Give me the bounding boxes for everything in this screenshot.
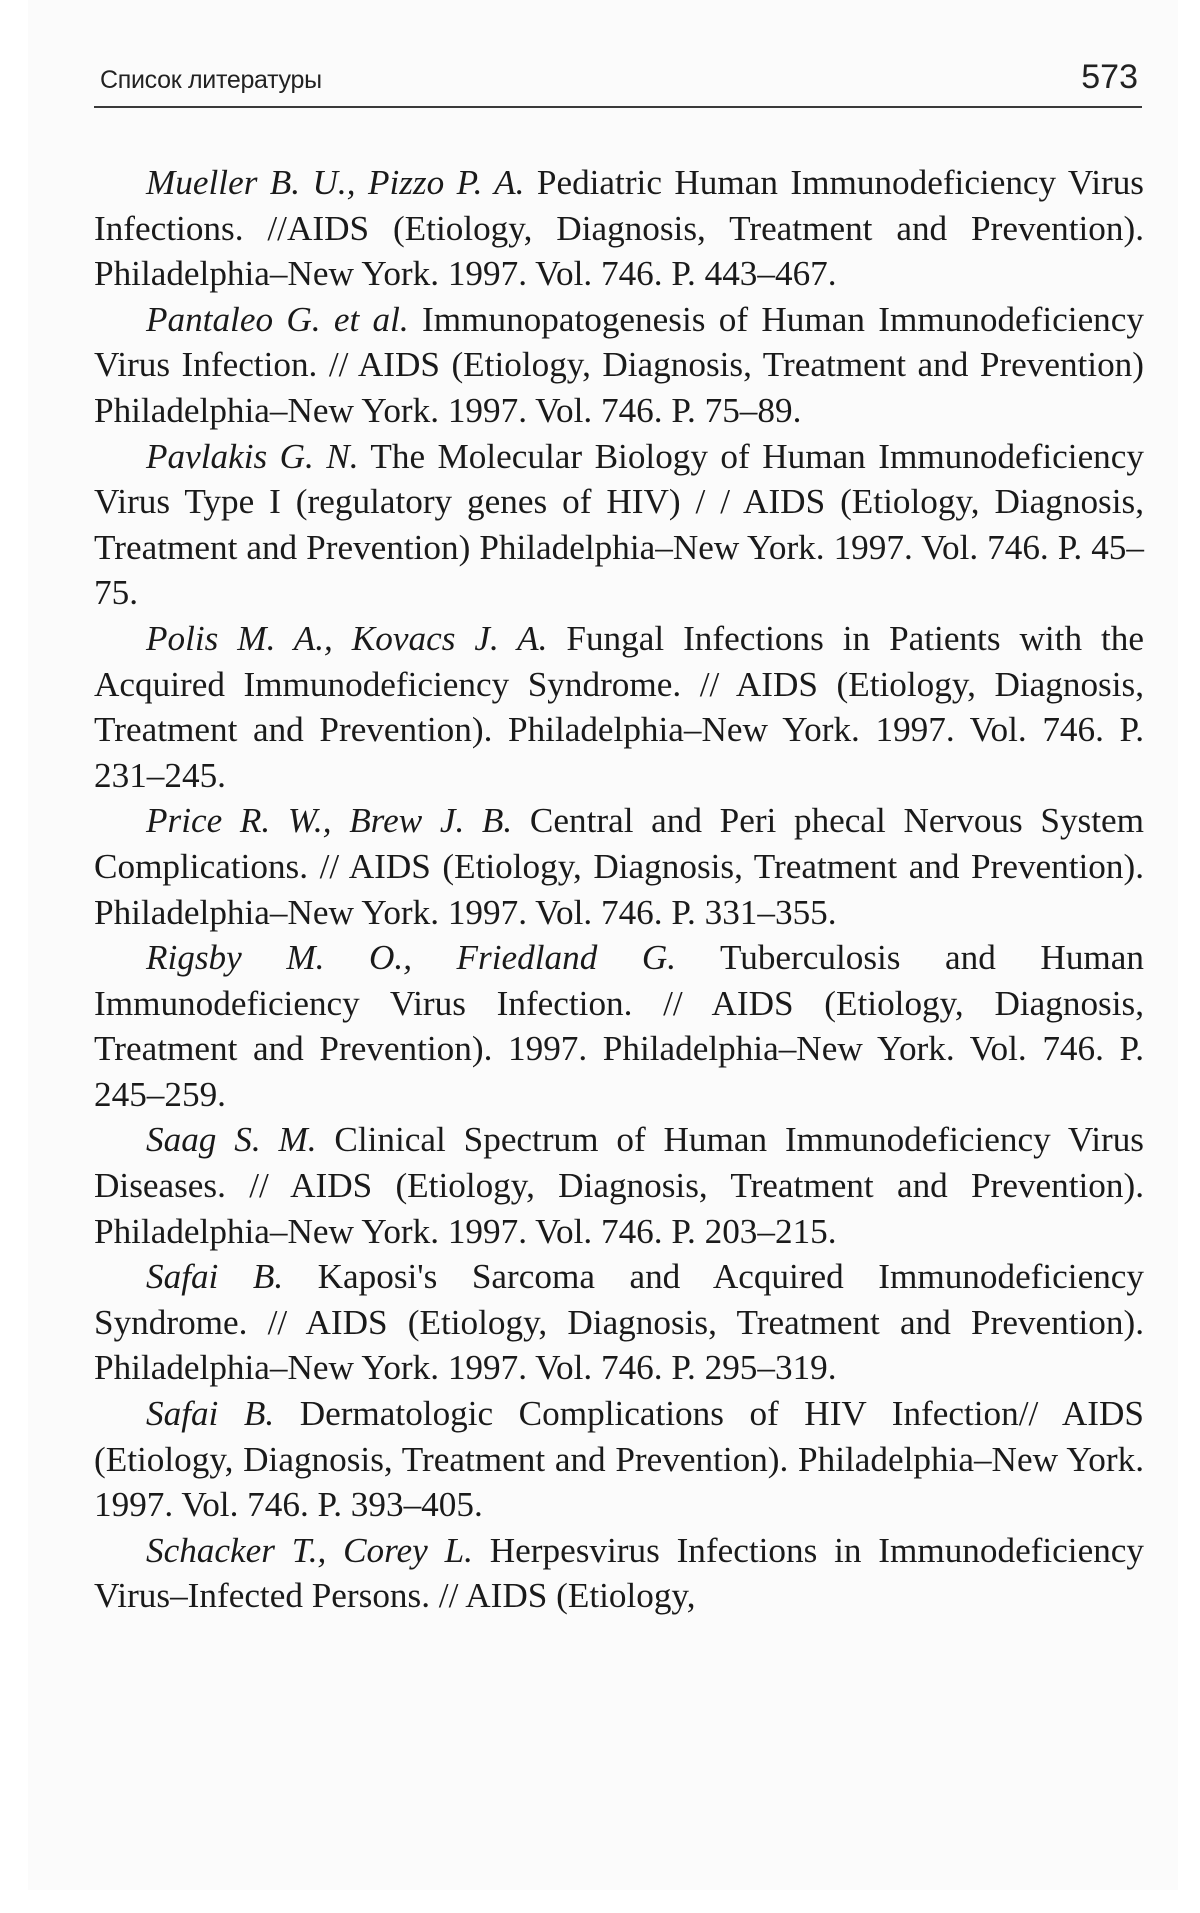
entry-authors: Safai B.	[146, 1394, 275, 1434]
bibliography-list	[94, 160, 1144, 1619]
bibliography-entry	[94, 935, 1144, 1117]
entry-authors: Safai B.	[146, 1257, 284, 1297]
bibliography-entry	[94, 1528, 1144, 1619]
entry-authors: Pantaleo G. et al.	[146, 299, 409, 339]
entry-authors: Pavlakis G. N.	[146, 436, 359, 476]
entry-text: Central and Peri phecal Nervous System Complications. // AIDS (Etiology, Diagnosis, Treatment and Prevention). Philadelphia–New York. 1997. Vol. 746. P. 331–355.	[94, 801, 1145, 932]
page-number: 573	[1081, 58, 1138, 96]
entry-authors: Saag S. M.	[146, 1120, 317, 1160]
entry-authors: Price R. W., Brew J. B.	[146, 801, 513, 841]
bibliography-entry	[94, 297, 1144, 434]
entry-text: The Molecular Biology of Human Immunodeficiency Virus Type I (regulatory genes of HIV) / / AIDS (Etiology, Diagnosis, Treatment and Prevention) Philadelphia–New York. 1997. Vol. 746. P. 45–75.	[94, 436, 1144, 613]
bibliography-entry	[94, 160, 1144, 297]
entry-text: Herpesvirus Infections in Immunodeficiency Virus–Infected Persons. // AIDS (Etiology,	[94, 1530, 1144, 1616]
entry-authors: Rigsby M. O., Friedland G.	[146, 938, 677, 978]
entry-text: Dermatologic Complications of HIV Infection// AIDS (Etiology, Diagnosis, Treatment and Prevention). Philadelphia–New York. 1997. Vol. 746. P. 393–405.	[94, 1394, 1144, 1525]
entry-text: Immunopatogenesis of Human Immunodeficiency Virus Infection. // AIDS (Etiology, Diagnosis, Treatment and Prevention) Philadelphia–New York. 1997. Vol. 746. P. 75–89.	[94, 299, 1144, 430]
section-title: Список литературы	[100, 66, 322, 94]
running-header	[94, 58, 1142, 108]
entry-text: Pediatric Human Immunodeficiency Virus Infections. //AIDS (Etiology, Diagnosis, Treatment and Prevention). Philadelphia–New York. 1997. Vol. 746. P. 443–467.	[94, 163, 1144, 294]
bibliography-entry	[94, 798, 1144, 935]
entry-authors: Schacker T., Corey L.	[146, 1530, 473, 1570]
bibliography-entry	[94, 1391, 1144, 1528]
entry-text: Fungal Infections in Patients with the Acquired Immunodeficiency Syndrome. // AIDS (Etiology, Diagnosis, Treatment and Prevention). Philadelphia–New York. 1997. Vol. 746. P. 231–245.	[94, 618, 1144, 795]
bibliography-entry	[94, 434, 1144, 616]
bibliography-entry	[94, 616, 1144, 798]
entry-authors: Mueller B. U., Pizzo P. A.	[146, 163, 525, 202]
entry-authors: Polis M. A., Kovacs J. A.	[146, 618, 548, 658]
bibliography-entry	[94, 1117, 1144, 1254]
bibliography-entry	[94, 1254, 1144, 1391]
book-page	[28, 0, 1178, 1890]
entry-text: Tuberculosis and Human Immunodeficiency Virus Infection. // AIDS (Etiology, Diagnosis, Treatment and Prevention). 1997. Philadelphia–New York. Vol. 746. P. 245–259.	[94, 938, 1144, 1114]
entry-text: Clinical Spectrum of Human Immunodeficiency Virus Diseases. // AIDS (Etiology, Diagnosis, Treatment and Prevention). Philadelphia–New York. 1997. Vol. 746. P. 203–215.	[94, 1120, 1144, 1251]
entry-text: Kaposi's Sarcoma and Acquired Immunodeficiency Syndrome. // AIDS (Etiology, Diagnosis, Treatment and Prevention). Philadelphia–New York. 1997. Vol. 746. P. 295–319.	[94, 1257, 1144, 1388]
